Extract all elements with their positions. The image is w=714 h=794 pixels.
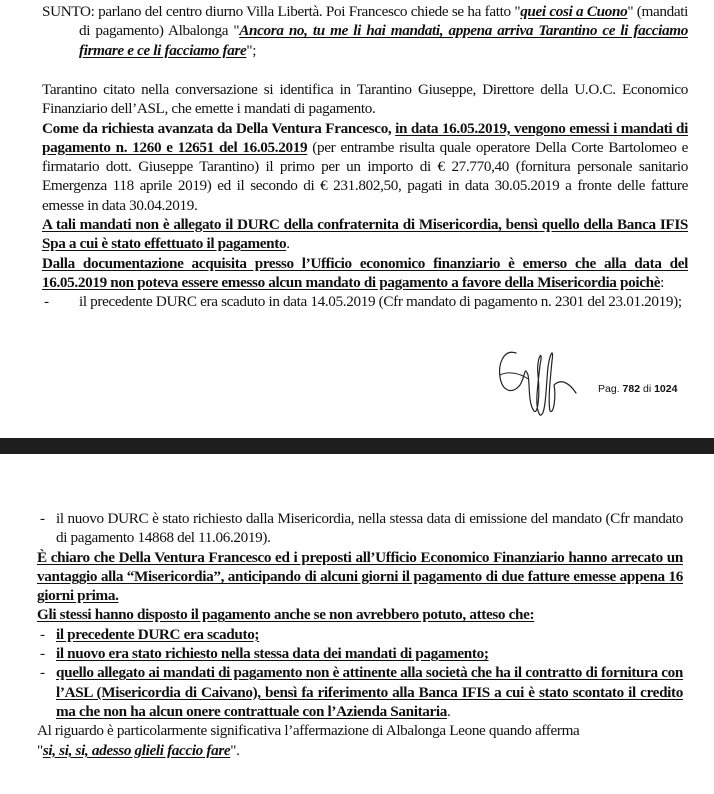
richiesta-bold-underline: in data 16.05.2019, vengono emessi i mandati di pagamento n. 1260 e 12651 del 16.05.2019 [42, 119, 688, 156]
quote-si-si: si, si, si, adesso glieli faccio fare [42, 741, 231, 759]
richiesta-bold: Come da richiesta avanzata da Della Ventura Francesco, [42, 119, 396, 137]
page-prefix: Pag. [598, 383, 623, 395]
sunto-paragraph [42, 2, 688, 60]
body-top [42, 80, 688, 312]
durc-end: . [286, 235, 290, 253]
quote-open: " [37, 741, 43, 759]
quote-quei-cosi: quei cosi a Cuono [520, 3, 628, 20]
quote-ancora-no: Ancora no, tu me li hai mandati, appena arriva Tarantino ce li facciamo firmare e ce li facciamo fare [79, 22, 688, 59]
bullet-text: il nuovo DURC è stato richiesto dalla Misericordia, nella stessa data di emissione del mandato (Cfr mandato di pagamento 14868 del 11.06.2019). [56, 510, 683, 547]
chiaro-paragraph: È chiaro che Della Ventura Francesco ed i preposti all’Ufficio Economico Finanziario hanno arrecato un vantaggio alla “Misericordia”, anticipando di alcuni giorni il pagamento di due fatture emesse appena 16 giorni prima. [37, 548, 683, 605]
reason-item [37, 644, 683, 663]
quote-close: ". [230, 741, 240, 759]
body-bottom [37, 509, 683, 760]
sunto-mid: " (mandati di pagamento) Albalonga " [79, 3, 688, 40]
page-divider [0, 438, 714, 454]
reason-item [37, 625, 683, 644]
richiesta-paragraph [42, 119, 688, 215]
page-number [598, 383, 677, 395]
durc-paragraph [42, 215, 688, 254]
riguardo-paragraph: Al riguardo è particolarmente significativa l’affermazione di Albalonga Leone quando afferma [37, 722, 580, 740]
stessi-paragraph: Gli stessi hanno disposto il pagamento anche se non avrebbero potuto, atteso che: [37, 606, 535, 624]
bullet-dash: - [40, 664, 45, 682]
reason-text: il nuovo era stato richiesto nella stessa data dei mandati di pagamento; [56, 645, 489, 663]
bullet-dash: - [40, 625, 45, 643]
bullet-dash: - [44, 293, 49, 311]
document-page-bottom [0, 454, 714, 794]
page-sep: di [640, 383, 655, 395]
richiesta-rest: (per entrambe risulta quale operatore Della Corte Bartolomeo e firmatario dott. Giuseppe Tarantino) il primo per un importo di € 27.770,40 (fornitura personale sanitario Emergenza 118 aprile 2019) ed il secondo di € 231.802,50, pagati in data 30.05.2019 a fronte delle fatture emesse in data 30.04.2019. [42, 138, 688, 214]
reason-text: quello allegato ai mandati di pagamento non è attinente alla società che ha il contratto di fornitura con l’ASL (Misericordia di Caivano), bensì fa riferimento alla Banca IFIS a cui è stato scontato il credito ma che non ha alcun onere contrattuale con l’Azienda Sanitaria [56, 664, 683, 720]
reason-end: . [447, 702, 451, 720]
documentazione-end: : [660, 273, 664, 291]
bullet-item [37, 509, 683, 548]
sunto-label: SUNTO: parlano del centro diurno Villa Libertà. Poi Francesco chiede se ha fatto " [42, 3, 521, 20]
reason-item [37, 663, 683, 721]
sunto-end: "; [246, 41, 257, 59]
page-total: 1024 [654, 383, 678, 395]
bullet-dash: - [40, 510, 45, 527]
quote-paragraph [37, 741, 683, 760]
documentazione-underlined: Dalla documentazione acquisita presso l’Ufficio economico finanziario è emerso che alla data del 16.05.2019 non poteva essere emesso alcun mandato di pagamento a favore della Misericordia poichè [42, 254, 688, 291]
reason-text: il precedente DURC era scaduto; [56, 625, 260, 643]
bullet-item [42, 292, 688, 311]
page-current: 782 [622, 383, 641, 395]
bullet-text: il precedente DURC era scaduto in data 14.05.2019 (Cfr mandato di pagamento n. 2301 del 23.01.2019); [79, 293, 682, 311]
handwritten-signature [494, 345, 578, 419]
sunto-text [42, 2, 688, 60]
durc-underlined: A tali mandati non è allegato il DURC della confraternita di Misericordia, bensì quello della Banca IFIS Spa a cui è stato effettuato il pagamento [42, 216, 688, 253]
documentazione-paragraph [42, 254, 688, 293]
bullet-dash: - [40, 645, 45, 663]
tarantino-paragraph: Tarantino citato nella conversazione si identifica in Tarantino Giuseppe, Direttore della U.O.C. Economico Finanziario dell’ASL, che emette i mandati di pagamento. [42, 81, 688, 118]
